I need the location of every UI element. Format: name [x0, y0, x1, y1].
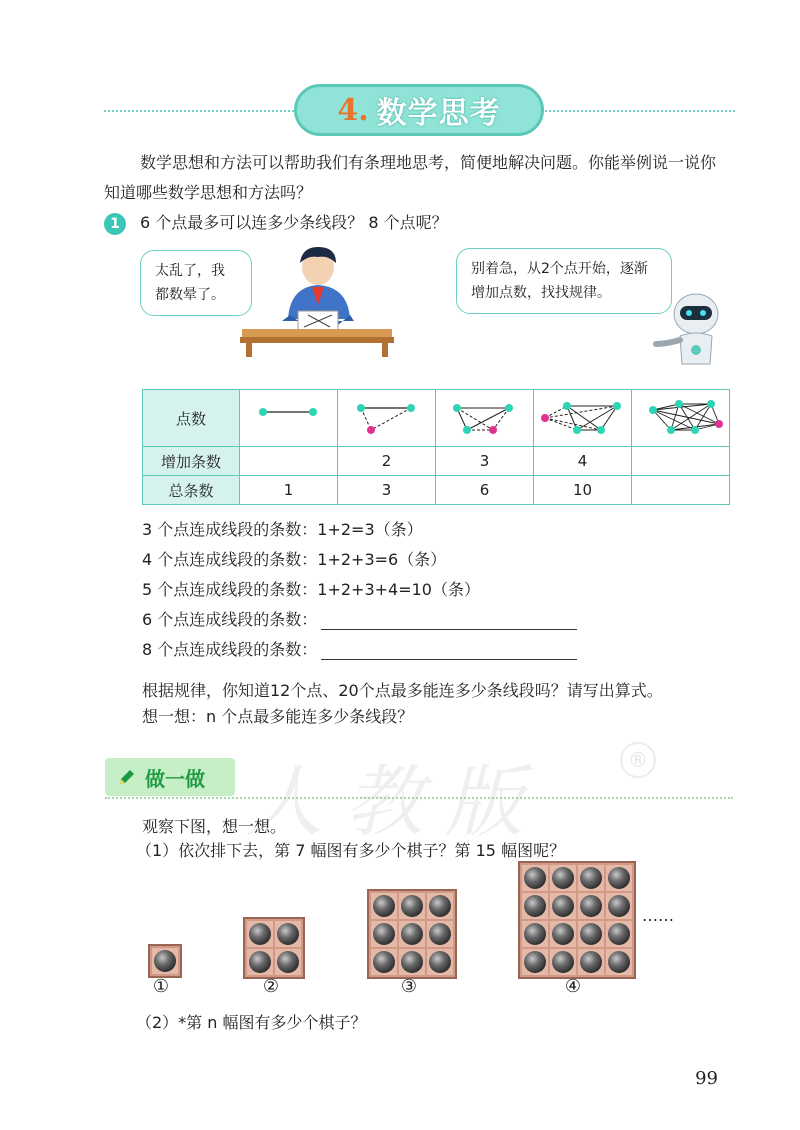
problem-badge: 1: [104, 213, 126, 235]
chess-piece: [580, 895, 602, 917]
question-2: （2）*第 n 幅图有多少个棋子？: [136, 1013, 367, 1032]
line-count-label: 4 个点连成线段的条数：: [142, 550, 318, 569]
board-cell: [371, 921, 397, 947]
board-cell: [247, 921, 273, 947]
points-table: [142, 389, 730, 505]
line-count-value: 1+2=3（条）: [317, 520, 423, 539]
points-diagram-4: [436, 390, 534, 447]
board-cell: [399, 921, 425, 947]
board-cell: [427, 893, 453, 919]
chess-piece: [277, 923, 299, 945]
chess-piece: [373, 895, 395, 917]
board-cell: [606, 893, 632, 919]
think-question: 想一想：n 个点最多能连多少条线段？: [142, 707, 414, 726]
title-rule-left: [104, 110, 294, 112]
line-count-8: [142, 635, 577, 665]
board-cell: [522, 893, 548, 919]
robot-speech-text: 别着急，从2个点开始，逐渐增加点数，找找规律。: [471, 261, 648, 301]
chess-piece: [373, 951, 395, 973]
line-count-list: [142, 515, 577, 665]
board-cell: [606, 949, 632, 975]
title-rule-right: [545, 110, 735, 112]
figure-4: [518, 861, 636, 979]
chess-piece: [580, 951, 602, 973]
table-row-points: [143, 390, 730, 447]
ellipsis: ……: [642, 906, 674, 925]
board-cell: [152, 948, 178, 974]
added-cell: 2: [338, 447, 436, 476]
chess-piece: [608, 923, 630, 945]
row-label-added: 增加条数: [143, 447, 240, 476]
board-cell: [578, 949, 604, 975]
line-count-value: 1+2+3+4=10（条）: [317, 580, 480, 599]
chess-piece: [277, 951, 299, 973]
line-count-label: 3 个点连成线段的条数：: [142, 520, 318, 539]
boy-at-desk-illustration: [238, 245, 396, 357]
boy-speech-bubble: [140, 250, 252, 316]
board-cell: [522, 921, 548, 947]
figure-label: ②: [262, 976, 280, 997]
section-number: 4.: [337, 92, 369, 128]
board-cell: [550, 865, 576, 891]
do-it-banner: [105, 758, 235, 796]
figure-label: ①: [152, 976, 170, 997]
do-it-label: 做一做: [145, 766, 205, 791]
page-number: 99: [695, 1068, 718, 1089]
row-label-total: 总条数: [143, 476, 240, 505]
board-cell: [522, 949, 548, 975]
board-cell: [427, 949, 453, 975]
chess-piece: [249, 923, 271, 945]
chess-piece: [373, 923, 395, 945]
chess-piece: [524, 895, 546, 917]
robot-illustration: [650, 292, 730, 366]
points-diagram-5: [534, 390, 632, 447]
figure-3: [367, 889, 457, 979]
added-cell: [632, 447, 730, 476]
chess-piece: [608, 895, 630, 917]
chess-piece: [580, 867, 602, 889]
chess-piece: [429, 923, 451, 945]
total-cell: 3: [338, 476, 436, 505]
intro-paragraph: 数学思想和方法可以帮助我们有条理地思考，简便地解决问题。你能举例说一说你知道哪些数学思想和方法吗？: [104, 153, 717, 202]
do-it-rule: [105, 797, 733, 799]
added-cell: 4: [534, 447, 632, 476]
observe-text: 观察下图，想一想。: [142, 817, 287, 836]
total-cell: 10: [534, 476, 632, 505]
chess-piece: [552, 923, 574, 945]
chess-piece: [524, 867, 546, 889]
board-cell: [275, 949, 301, 975]
chess-piece: [429, 951, 451, 973]
table-row-added: [143, 447, 730, 476]
total-cell: 1: [240, 476, 338, 505]
board-cell: [578, 865, 604, 891]
board-cell: [606, 865, 632, 891]
added-cell: 3: [436, 447, 534, 476]
chess-piece: [580, 923, 602, 945]
robot-speech-bubble: [456, 248, 672, 314]
chess-piece: [401, 951, 423, 973]
chess-piece: [524, 923, 546, 945]
boy-speech-text: 太乱了，我都数晕了。: [155, 263, 225, 303]
line-count-value: 1+2+3=6（条）: [317, 550, 447, 569]
line-count-label: 8 个点连成线段的条数：: [142, 640, 318, 659]
board-cell: [247, 949, 273, 975]
answer-blank[interactable]: [321, 641, 577, 660]
board-cell: [550, 893, 576, 919]
section-title: 数学思考: [376, 96, 501, 131]
board-cell: [578, 921, 604, 947]
board-cell: [522, 865, 548, 891]
total-cell: 6: [436, 476, 534, 505]
chess-piece: [552, 895, 574, 917]
added-cell: [240, 447, 338, 476]
chess-piece: [552, 867, 574, 889]
chess-piece: [552, 951, 574, 973]
question-1: （1）依次排下去，第 7 幅图有多少个棋子？第 15 幅图呢？: [136, 841, 566, 860]
board-cell: [399, 893, 425, 919]
board-cell: [427, 921, 453, 947]
figure-label: ③: [400, 976, 418, 997]
chess-piece: [608, 867, 630, 889]
board-cell: [275, 921, 301, 947]
follow-up-question: 根据规律，你知道12个点、20个点最多能连多少条线段吗？请写出算式。: [142, 681, 663, 700]
board-cell: [371, 949, 397, 975]
total-cell: [632, 476, 730, 505]
points-diagram-2: [240, 390, 338, 447]
chess-piece: [154, 950, 176, 972]
figure-2: [243, 917, 305, 979]
section-title-banner: [294, 84, 544, 136]
table-row-total: [143, 476, 730, 505]
line-count-3: [142, 515, 577, 545]
chess-piece: [401, 895, 423, 917]
figure-label: ④: [564, 976, 582, 997]
board-cell: [371, 893, 397, 919]
line-count-6: [142, 605, 577, 635]
board-cell: [578, 893, 604, 919]
line-count-5: [142, 575, 577, 605]
points-diagram-3: [338, 390, 436, 447]
points-diagram-6: [632, 390, 730, 447]
line-count-label: 5 个点连成线段的条数：: [142, 580, 318, 599]
board-cell: [399, 949, 425, 975]
chess-piece: [249, 951, 271, 973]
board-cell: [550, 949, 576, 975]
pencil-icon: [117, 767, 137, 787]
chess-piece: [608, 951, 630, 973]
registered-mark: ®: [620, 742, 656, 778]
figure-1: [148, 944, 182, 978]
board-cell: [550, 921, 576, 947]
chess-piece: [524, 951, 546, 973]
row-label-points: 点数: [143, 390, 240, 447]
chess-piece: [429, 895, 451, 917]
chess-piece: [401, 923, 423, 945]
answer-blank[interactable]: [321, 611, 577, 630]
board-cell: [606, 921, 632, 947]
line-count-label: 6 个点连成线段的条数：: [142, 610, 318, 629]
problem-question: 6 个点最多可以连多少条线段？ 8 个点呢？: [140, 213, 448, 232]
watermark: 人教版: [245, 758, 546, 848]
line-count-4: [142, 545, 577, 575]
